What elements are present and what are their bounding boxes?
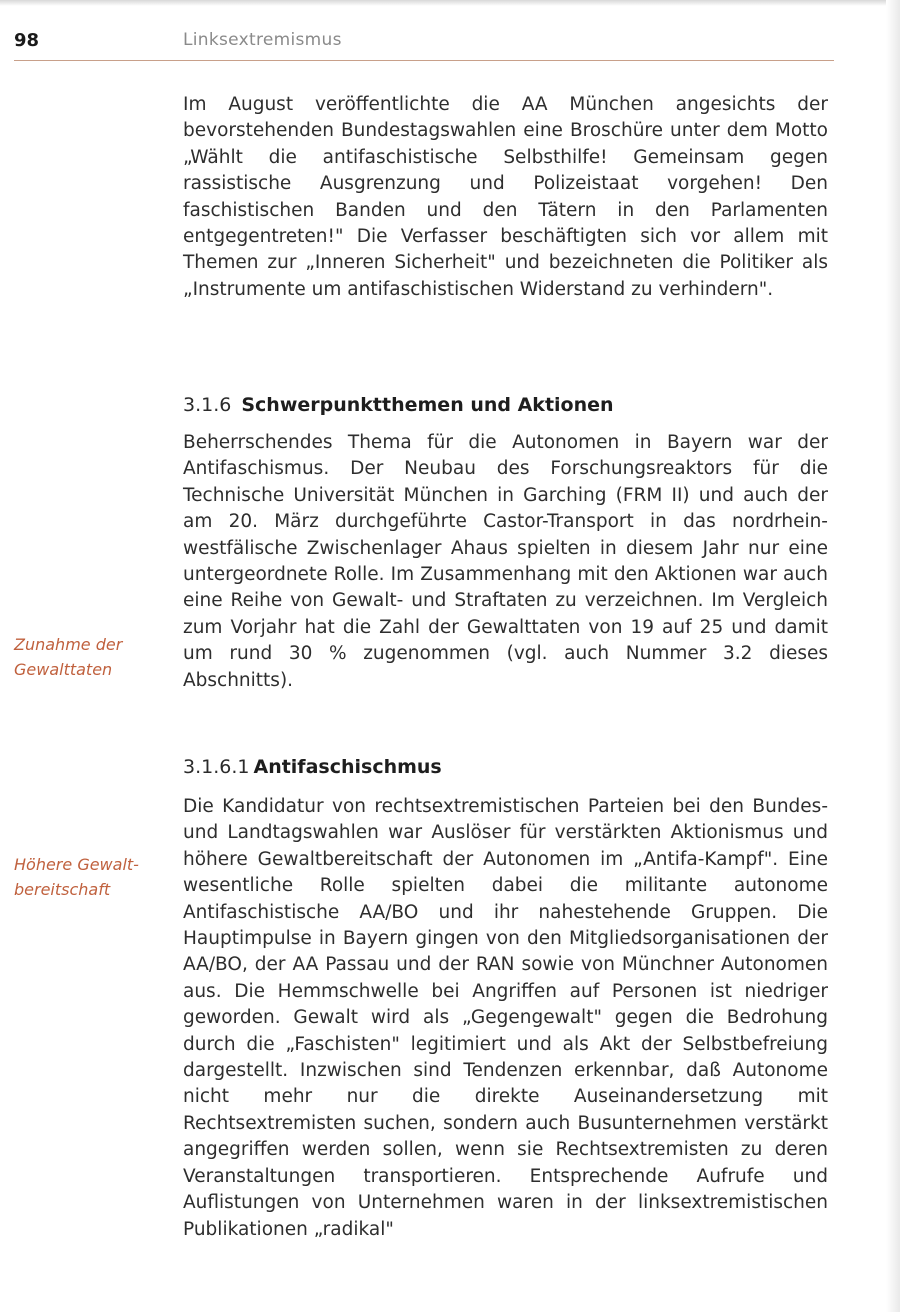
margin-note-line: Höhere Gewalt- (14, 855, 139, 874)
section-title: Antifaschischmus (253, 756, 442, 778)
intro-paragraph: Im August veröffentlichte die AA München angesichts der bevorstehenden Bundestagswahlen eine Broschüre unter dem Motto „Wählt die antifaschistische Selbsthilfe! Gemeinsam gegen rassistische Ausgrenzung und Polizeistaat vorgehen! Den faschistischen Banden und den Tätern in den Parlamenten entgegentreten!" Die Verfasser beschäftigten sich vor allem mit Themen zur „Inneren Sicherheit" und bezeichneten die Politiker als „Instrumente um antifaschistischen Widerstand zu verhindern". (183, 94, 828, 300)
margin-note-gewaltbereitschaft (14, 852, 164, 902)
section-heading-3-1-6 (183, 394, 614, 416)
margin-note-line: Gewalttaten (14, 660, 113, 679)
section-heading-3-1-6-1 (183, 756, 442, 778)
page-number: 98 (14, 30, 40, 51)
running-title: Linksextremismus (183, 30, 342, 50)
page-top-edge (0, 0, 900, 6)
section-3-1-6-paragraph: Beherrschendes Thema für die Autonomen in Bayern war der Antifaschismus. Der Neubau des Forschungsreaktors für die Technische Universität München in Garching (FRM II) und auch der am 20. März durchgeführte Castor-Transport in das nordrhein-westfälische Zwischenlager Ahaus spielten in diesem Jahr nur eine untergeordnete Rolle. Im Zusammenhang mit den Aktionen war auch eine Reihe von Gewalt- und Straftaten zu verzeichnen. Im Vergleich zum Vorjahr hat die Zahl der Gewalttaten von 19 auf 25 und damit um rund 30 % zugenommen (vgl. auch Nummer 3.2 dieses Abschnitts). (183, 432, 828, 691)
page-header (14, 26, 834, 61)
section-3-1-6-1-paragraph: Die Kandidatur von rechtsextremistischen Parteien bei den Bundes- und Landtagswahlen war Auslöser für verstärkten Aktionismus und höhere Gewaltbereitschaft der Autonomen im „Antifa-Kampf". Eine wesentliche Rolle spielten dabei die militante autonome Antifaschistische AA/BO und ihr nahestehende Gruppen. Die Hauptimpulse in Bayern gingen von den Mitgliedsorganisationen der AA/BO, der AA Passau und der RAN sowie von Münchner Autonomen aus. Die Hemmschwelle bei Angriffen auf Personen ist niedriger geworden. Gewalt wird als „Gegengewalt" gegen die Bedrohung durch die „Faschisten" legitimiert und als Akt der Selbstbefreiung dargestellt. Inzwischen sind Tendenzen erkennbar, daß Autonome nicht mehr nur die direkte Auseinandersetzung mit Rechtsextremisten suchen, sondern auch Busunternehmen verstärkt angegriffen werden sollen, wenn sie Rechtsextremisten zu deren Veranstaltungen transportieren. Entsprechende Aufrufe und Auflistungen von Unternehmen waren in der linksextremistischen Publikationen „radikal" (183, 796, 828, 1240)
section-number: 3.1.6 (183, 394, 232, 416)
margin-note-line: Zunahme der (14, 635, 123, 654)
page-right-edge (886, 0, 900, 1312)
section-title: Schwerpunktthemen und Aktionen (241, 394, 614, 416)
section-number: 3.1.6.1 (183, 756, 250, 778)
margin-note-line: bereitschaft (14, 880, 111, 899)
margin-note-gewalttaten (14, 632, 164, 682)
